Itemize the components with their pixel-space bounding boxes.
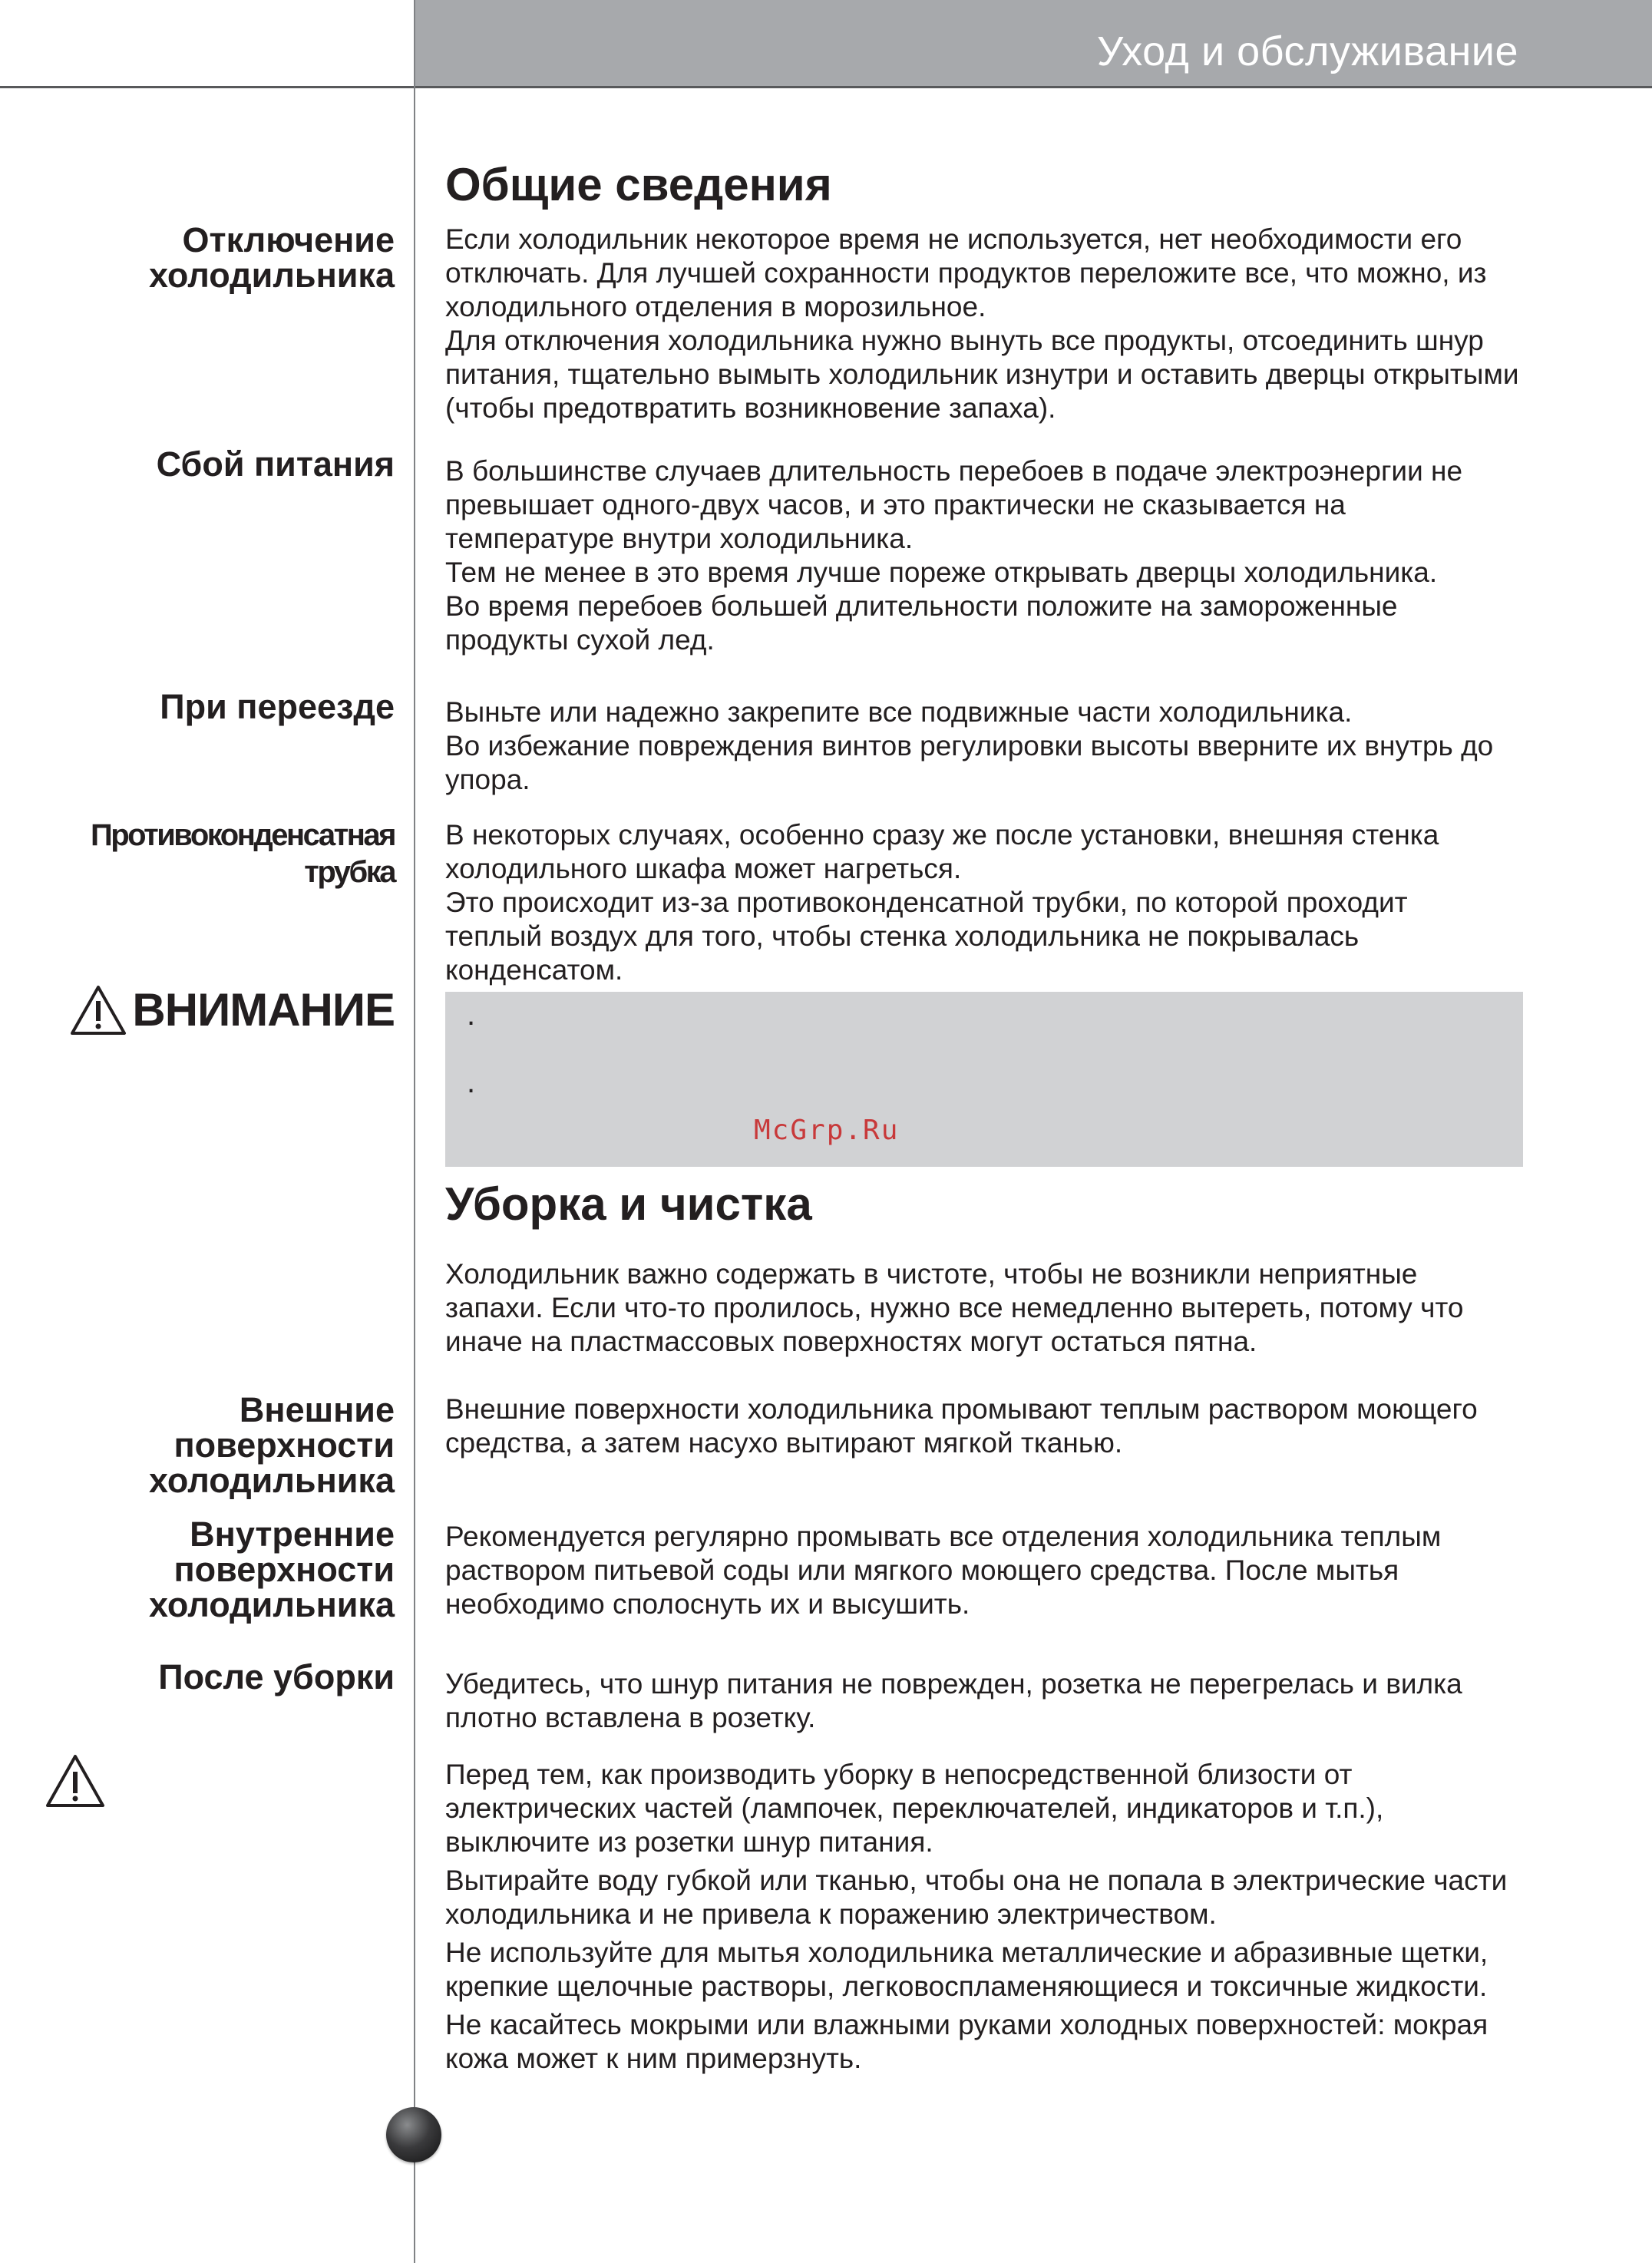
text-line: выключите из розетки шнур питания.: [445, 1826, 933, 1858]
text-line: Выньте или надежно закрепите все подвижные части холодильника.: [445, 696, 1353, 728]
text-line: отключать. Для лучшей сохранности продуктов переложите все, что можно, из: [445, 257, 1487, 289]
paragraph-moving: [445, 695, 1551, 797]
text-line: (чтобы предотвратить возникновение запаха).: [445, 392, 1056, 424]
text-line: Убедитесь, что шнур питания не поврежден, розетка не перегрелась и вилка: [445, 1668, 1462, 1700]
text-line: упора.: [445, 764, 530, 795]
label-external: [0, 1392, 395, 1498]
text-line: Во время перебоев большей длительности положите на замороженные: [445, 590, 1398, 622]
watermark: McGrp.Ru: [754, 1115, 900, 1146]
label-warning: [0, 984, 395, 1036]
bullet: .: [467, 1065, 476, 1099]
text-line: холодильного отделения в морозильное.: [445, 291, 986, 322]
text-line: иначе на пластмассовых поверхностях могут остаться пятна.: [445, 1326, 1257, 1357]
paragraph-power-failure: [445, 454, 1551, 657]
section-title-general: Общие сведения: [445, 159, 832, 210]
text-line: кожа может к ним примерзнуть.: [445, 2043, 862, 2074]
label-line: трубка: [304, 855, 395, 889]
warning-label-text: ВНИМАНИЕ: [132, 984, 395, 1036]
text-line: раствором питьевой соды или мягкого моющего средства. После мытья: [445, 1554, 1399, 1586]
label-moving: При переезде: [160, 687, 395, 726]
warning-box: [445, 992, 1523, 1167]
label-line: Противоконденсатная: [91, 818, 395, 852]
text-line: Не используйте для мытья холодильника металлические и абразивные щетки,: [445, 1937, 1488, 1968]
text-line: необходимо сполоснуть их и высушить.: [445, 1588, 970, 1620]
text-line: запахи. Если что-то пролилось, нужно все немедленно вытереть, потому что: [445, 1292, 1464, 1323]
warning-icon: [69, 984, 127, 1036]
text-line: Рекомендуется регулярно промывать все отделения холодильника теплым: [445, 1521, 1442, 1552]
text-line: Не касайтесь мокрыми или влажными руками холодных поверхностей: мокрая: [445, 2009, 1488, 2040]
text-line: Если холодильник некоторое время не используется, нет необходимости его: [445, 223, 1462, 255]
label-anticondensate: [0, 817, 395, 890]
text-line: Внешние поверхности холодильника промывают теплым раствором моющего: [445, 1393, 1478, 1425]
text-line: превышает одного-двух часов, и это практически не сказывается на: [445, 489, 1346, 520]
text-line: холодильника и не привела к поражению электричеством.: [445, 1898, 1217, 1930]
text-line: Это происходит из-за противоконденсатной трубки, по которой проходит: [445, 887, 1408, 918]
warning-icon: [45, 1753, 106, 1809]
text-line: холодильного шкафа может нагреться.: [445, 853, 962, 884]
label-line: холодильника: [148, 1461, 395, 1500]
warning-item: [445, 1936, 1551, 2004]
text-line: Вытирайте воду губкой или тканью, чтобы она не попала в электрические части: [445, 1865, 1508, 1896]
label-line: холодильника: [148, 1585, 395, 1624]
label-line: Отключение: [182, 220, 395, 259]
text-line: Тем не менее в это время лучше пореже открывать дверцы холодильника.: [445, 557, 1438, 588]
paragraph-warning-block: [445, 1758, 1551, 2076]
text-line: Холодильник важно содержать в чистоте, чтобы не возникли неприятные: [445, 1258, 1418, 1290]
bullet: .: [467, 998, 476, 1032]
text-line: крепкие щелочные растворы, легковоспламеняющиеся и токсичные жидкости.: [445, 1971, 1488, 2002]
text-line: Для отключения холодильника нужно вынуть все продукты, отсоединить шнур: [445, 325, 1484, 356]
label-line: поверхности: [173, 1550, 395, 1589]
text-line: теплый воздух для того, чтобы стенка холодильника не покрывалась: [445, 920, 1360, 952]
text-line: средства, а затем насухо вытирают мягкой тканью.: [445, 1427, 1123, 1459]
label-after-cleaning: После уборки: [158, 1657, 395, 1696]
header-divider: [0, 86, 1652, 88]
page-marker-ball: [386, 2107, 441, 2162]
column-divider: [414, 0, 415, 2263]
paragraph-turn-off: [445, 223, 1551, 425]
paragraph-anticondensate: [445, 818, 1551, 987]
label-turn-off: [0, 220, 395, 295]
paragraph-cleaning-intro: [445, 1257, 1551, 1359]
label-internal: [0, 1517, 395, 1623]
warning-icon-standalone: [45, 1753, 106, 1812]
text-line: Перед тем, как производить уборку в непосредственной близости от: [445, 1759, 1353, 1790]
warning-item: [445, 1864, 1551, 1931]
text-line: конденсатом.: [445, 954, 623, 986]
section-title-cleaning: Уборка и чистка: [445, 1178, 812, 1230]
page-header-title: Уход и обслуживание: [1096, 28, 1518, 74]
label-line: поверхности: [173, 1426, 395, 1465]
text-line: Во избежание повреждения винтов регулировки высоты вверните их внутрь до: [445, 730, 1494, 761]
label-line: Внутренние: [190, 1515, 395, 1554]
label-line: холодильника: [148, 256, 395, 295]
text-line: плотно вставлена в розетку.: [445, 1702, 816, 1733]
text-line: В большинстве случаев длительность перебоев в подаче электроэнергии не: [445, 455, 1463, 487]
paragraph-external: [445, 1392, 1551, 1460]
text-line: В некоторых случаях, особенно сразу же после установки, внешняя стенка: [445, 819, 1439, 851]
warning-item: [445, 2008, 1551, 2076]
text-line: электрических частей (лампочек, переключателей, индикаторов и т.п.),: [445, 1792, 1384, 1824]
text-line: продукты сухой лед.: [445, 624, 715, 656]
text-line: температуре внутри холодильника.: [445, 523, 914, 554]
text-line: питания, тщательно вымыть холодильник изнутри и оставить дверцы открытыми: [445, 358, 1519, 390]
header-band: [415, 0, 1652, 86]
paragraph-after-cleaning: [445, 1667, 1551, 1735]
label-power-failure: Сбой питания: [156, 444, 395, 484]
paragraph-internal: [445, 1520, 1551, 1621]
label-line: Внешние: [239, 1390, 395, 1429]
warning-item: [445, 1758, 1551, 1859]
